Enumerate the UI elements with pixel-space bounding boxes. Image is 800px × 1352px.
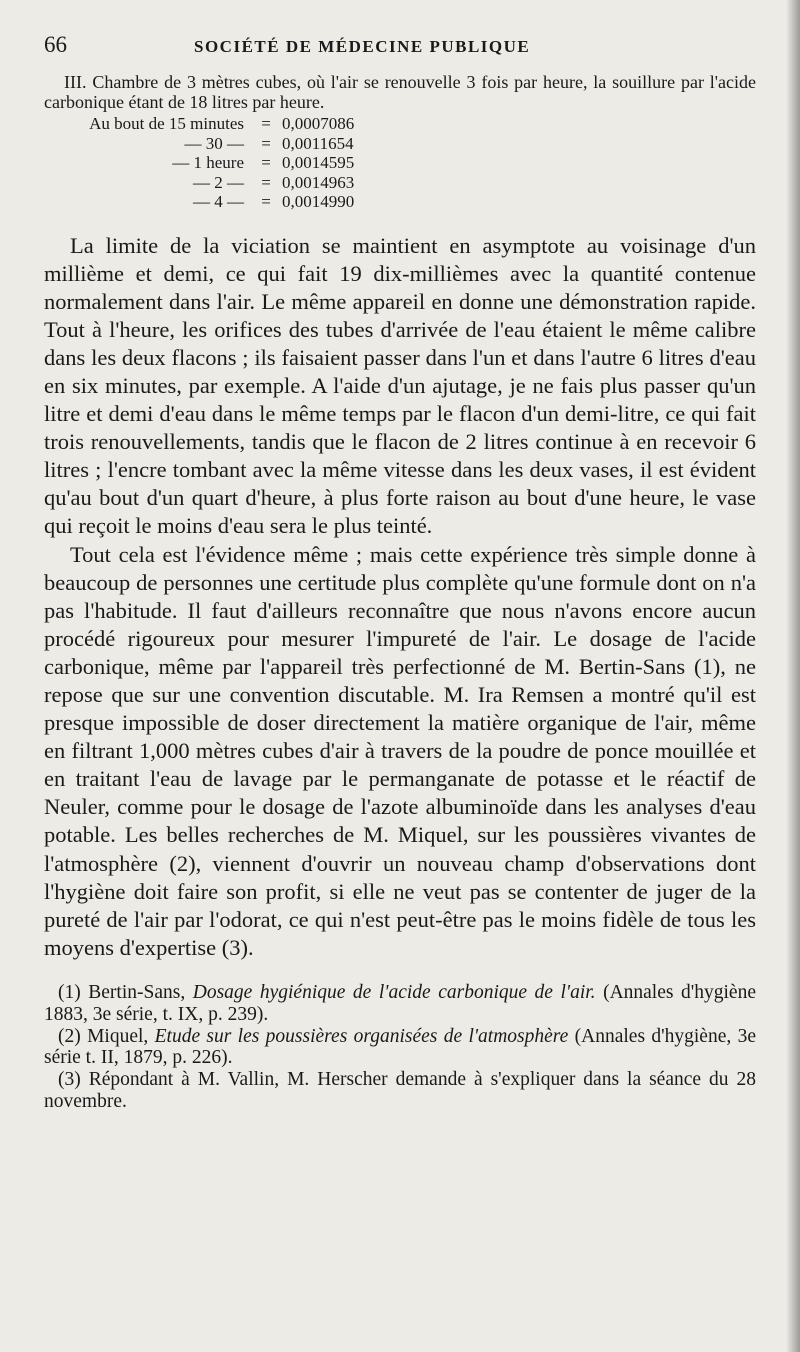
footnote: [44, 1026, 756, 1070]
reading-value: 0,0011654: [282, 133, 354, 153]
reading-row: [44, 134, 756, 154]
footnote-text: (1) Bertin-Sans,: [58, 981, 193, 1003]
reading-equals: =: [261, 153, 271, 172]
footnote-title: Etude sur les poussières organisées de l'atmosphère: [154, 1025, 569, 1047]
reading-equals: =: [261, 172, 271, 192]
body-text: [44, 232, 756, 962]
intro-text: III. Chambre de 3 mètres cubes, où l'air se renouvelle 3 fois par heure, la souillure par l'acide carbonique étant de 18 litres par heure.: [44, 72, 756, 112]
page-edge-shadow: [786, 0, 800, 1352]
reading-label: — 4 —: [193, 192, 244, 211]
reading-label: — 1 heure: [172, 153, 244, 172]
running-head: SOCIÉTÉ DE MÉDECINE PUBLIQUE: [194, 37, 531, 56]
page-number: 66: [44, 32, 67, 57]
footnote: [44, 982, 756, 1026]
footnotes: [44, 982, 756, 1113]
reading-label: — 2 —: [193, 172, 244, 192]
reading-value: 0,0007086: [282, 114, 355, 133]
footnote-text: (2) Miquel,: [58, 1025, 155, 1047]
reading-label: Au bout de 15 minutes: [89, 114, 244, 133]
reading-value: 0,0014595: [282, 153, 355, 172]
reading-value: 0,0014963: [282, 172, 355, 192]
footnote-title: Dosage hygiénique de l'acide carbonique de l'air.: [192, 981, 596, 1003]
reading-row: [44, 192, 756, 212]
page-header: [44, 32, 756, 62]
readings-table: [44, 114, 756, 212]
reading-row: [44, 153, 756, 173]
experiment-intro: [44, 72, 756, 112]
reading-equals: =: [261, 133, 271, 153]
footnote-source: (Annales d'hygiène 1883, 3e série, t. IX, p. 239).: [44, 981, 756, 1025]
paragraph: Tout cela est l'évidence même ; mais cette expérience très simple donne à beaucoup de personnes une certitude plus complète qu'une formule dont on n'a pas l'habitude. Il faut d'ailleurs reconnaître que nous n'avons encore aucun procédé rigoureux pour mesurer l'impureté de l'air. Le dosage de l'acide carbonique, même par l'appareil très perfectionné de M. Bertin-Sans (1), ne repose que sur une convention discutable. M. Ira Remsen a montré qu'il est presque impossible de doser directement la matière organique de l'air, même en filtrant 1,000 mètres cubes d'air à travers de la poudre de ponce mouillée et en traitant l'eau de lavage par le permanganate de potasse et le réactif de Neuler, comme pour le dosage de l'azote albuminoïde dans les analyses d'eau potable. Les belles recherches de M. Miquel, sur les poussières vivantes de l'atmosphère (2), viennent d'ouvrir un nouveau champ d'observations dont l'hygiène doit faire son profit, si elle ne veut pas se contenter de juger de la pureté de l'air par l'odorat, ce qui n'est peut-être pas le moins fidèle de tous les moyens d'expertise (3).: [44, 541, 756, 960]
footnote: [44, 1069, 756, 1113]
reading-label: — 30 —: [184, 133, 244, 153]
footnote-source: (Annales d'hygiène, 3e série t. II, 1879, p. 226).: [44, 1025, 756, 1069]
reading-row: [44, 173, 756, 193]
reading-row: [44, 114, 756, 134]
paragraph: La limite de la viciation se maintient en asymptote au voisinage d'un millième et demi, ce qui fait 19 dix-millièmes avec la quantité contenue normalement dans l'air. Le même appareil en donne une démonstration rapide. Tout à l'heure, les orifices des tubes d'arrivée de l'eau étaient le même calibre dans les deux flacons ; ils faisaient passer dans l'un et dans l'autre 6 litres d'eau en six minutes, par exemple. A l'aide d'un ajutage, je ne fais plus passer qu'un litre et demi d'eau dans le même temps par le flacon d'un demi-litre, ce qui fait trois renouvellements, tandis que le flacon de 2 litres continue à en recevoir 6 litres ; l'encre tombant avec la même vitesse dans les deux vases, il est évident qu'au bout d'un quart d'heure, à plus forte raison au bout d'une heure, le vase qui reçoit le moins d'eau sera le plus teinté.: [44, 232, 756, 539]
reading-equals: =: [261, 192, 271, 211]
footnote-text: (3) Répondant à M. Vallin, M. Herscher demande à s'expliquer dans la séance du 28 novembre.: [44, 1069, 756, 1112]
reading-equals: =: [261, 114, 271, 133]
reading-value: 0,0014990: [282, 192, 355, 211]
